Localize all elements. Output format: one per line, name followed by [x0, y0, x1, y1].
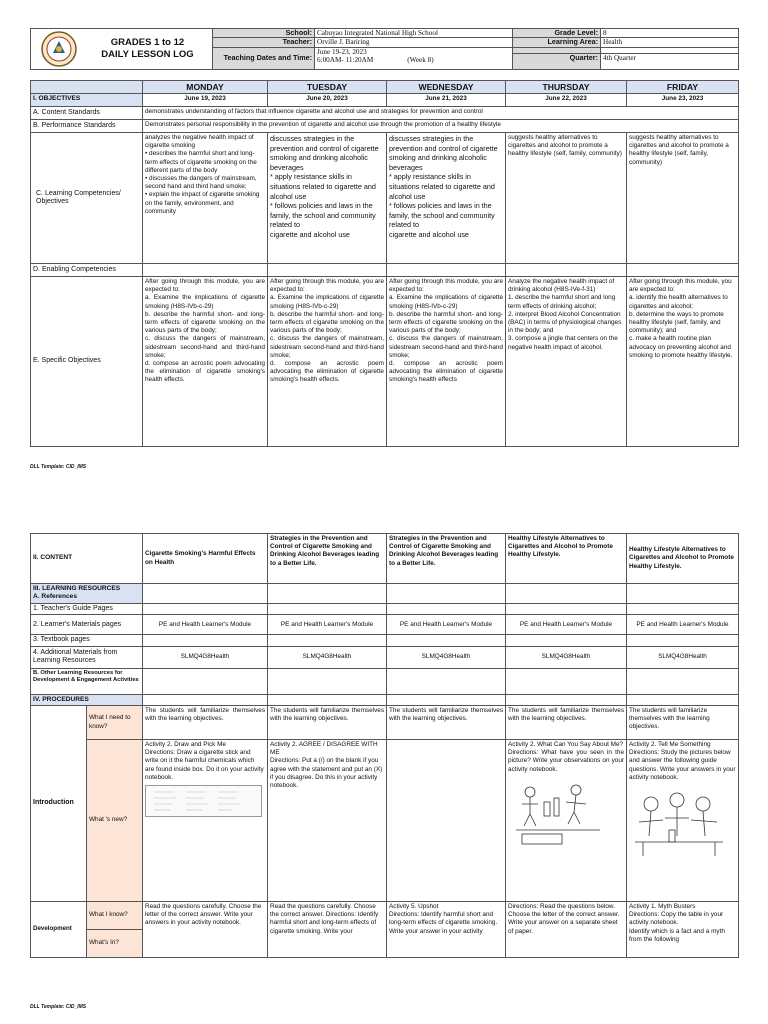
- additional-monday: SLMQ4G8Health: [143, 646, 268, 668]
- time-value: 6:00AM- 11:20AM: [317, 56, 374, 65]
- content-friday: Healthy Lifestyle Alternatives to Cigarettes and Alcohol to Promote Healthy Lifestyle.: [627, 534, 739, 584]
- need-tuesday: The students will familiarize themselves with the learning objectives.: [268, 706, 387, 740]
- lm-wednesday: PE and Health Learner's Module: [387, 615, 506, 635]
- quarter-label: Quarter:: [513, 53, 601, 69]
- competencies-tuesday: discusses strategies in the prevention and control of cigarette smoking and drinking alcoholic beverages * apply resistance skills in situations related to cigarette and alcohol use * follows policies and laws in the family, the school and community related to cigarette and alcohol use: [268, 133, 387, 264]
- need-monday: The students will familiarize themselves with the learning objectives.: [143, 706, 268, 740]
- additional-friday: SLMQ4G8Health: [627, 646, 739, 668]
- grade-label: Grade Level:: [513, 29, 601, 38]
- header-table: [30, 28, 739, 70]
- content-tuesday: Strategies in the Prevention and Control of Cigarette Smoking and Drinking Alcohol Beverages leading to a Better Life.: [268, 534, 387, 584]
- new-thursday-cell: [506, 740, 627, 902]
- additional-label: 4. Additional Materials from Learning Resources: [31, 646, 143, 668]
- additional-tuesday: SLMQ4G8Health: [268, 646, 387, 668]
- dates-cell: [315, 47, 513, 69]
- specific-label: E. Specific Objectives: [31, 277, 143, 447]
- footer-template-1: DLL Template: CID_IMS: [30, 464, 87, 470]
- teacher-value: Orville J. Bariring: [315, 38, 513, 47]
- date-tuesday: June 20, 2023: [268, 94, 387, 107]
- whats-new-label: What 's new?: [87, 740, 143, 902]
- resources-label: III. LEARNING RESOURCES A. References: [31, 584, 143, 604]
- title-line-2: DAILY LESSON LOG: [101, 49, 194, 60]
- date-wednesday: June 21, 2023: [387, 94, 506, 107]
- objectives-table: [30, 80, 739, 447]
- specific-thursday: Analyze the negative health impact of drinking alcohol (H8S-IVe-f-31) 1. describe the harmful short and long term effects of drinking alcohol; 2. interpret Blood Alcohol Concentration (BAC) in terms of physiological changes in the body; and 3. compose a jingle that centers on the negative health impact of alcohol.: [506, 277, 627, 447]
- know-wednesday: Activity 5. Upshot Directions: Identify harmful short and long-term effects of cigarette smoking. Write your answer in your activity: [387, 902, 506, 958]
- new-monday: Activity 2. Draw and Pick Me Directions: Draw a cigarette stick and write on it the harmful chemicals which are found inside box. Do it on your activity notebook.: [145, 741, 264, 781]
- drinking-sketch-image: [508, 778, 608, 848]
- other-resources-label: B. Other Learning Resources for Development & Engagement Activities: [31, 668, 143, 694]
- competencies-thursday: suggests healthy alternatives to cigarettes and alcohol to promote a healthy lifestyle (self, family, community): [506, 133, 627, 264]
- lm-tuesday: PE and Health Learner's Module: [268, 615, 387, 635]
- additional-thursday: SLMQ4G8Health: [506, 646, 627, 668]
- header-title-cell: [31, 29, 213, 70]
- footer-template-2: DLL Template: CID_IMS: [30, 1004, 87, 1010]
- area-label: Learning Area:: [513, 38, 601, 47]
- competencies-friday: suggests healthy alternatives to cigarettes and alcohol to promote a healthy lifestyle (self, family, community): [627, 133, 739, 264]
- content-thursday: Healthy Lifestyle Alternatives to Cigarettes and Alcohol to Promote Healthy Lifestyle.: [506, 534, 627, 584]
- know-tuesday: Read the questions carefully. Choose the correct answer. Directions: Identify harmful short and long-term effects of cigarette smoking. Write your: [268, 902, 387, 958]
- competencies-monday: analyzes the negative health impact of cigarette smoking • describes the harmful short and long-term effects of cigarette smoking on the different parts of the body • discusses the dangers of mainstream, second hand and third hand smoke; • explain the impact of cigarette smoking on the family, environment, and community: [143, 133, 268, 264]
- title-line-1: GRADES 1 to 12: [110, 37, 185, 48]
- lm-monday: PE and Health Learner's Module: [143, 615, 268, 635]
- school-value: Cabuyao Integrated National High School: [315, 29, 513, 38]
- content-standards-label: A. Content Standards: [31, 107, 143, 120]
- lm-thursday: PE and Health Learner's Module: [506, 615, 627, 635]
- specific-friday: After going through this module, you are expected to: a. identify the health alternatives to cigarettes and alcohol; b. determine the ways to promote healthy lifestyle (self, family, and community); and c. make a health routine plan advocacy on preventing alcohol and smoking to promote healthy lifestyle.: [627, 277, 739, 447]
- content-monday: Cigarette Smoking's Harmful Effects on Health: [143, 534, 268, 584]
- day-header-tuesday: TUESDAY: [268, 81, 387, 94]
- new-monday-cell: [143, 740, 268, 902]
- need-wednesday: The students will familiarize themselves with the learning objectives.: [387, 706, 506, 740]
- specific-wednesday: After going through this module, you are expected to: a. Examine the implications of cigarette smoking (H8S-IVb-c-29) b. describe the harmful short- and long-term effects of cigarette smoking on the various parts of the body; c. discuss the dangers of mainstream, sidestream second-hand and third-hand smoke; d. compose an acrostic poem advocating the elimination of cigarette smoking's health effects: [387, 277, 506, 447]
- need-thursday: The students will familiarize themselves with the learning objectives.: [506, 706, 627, 740]
- development-label: Development: [31, 902, 87, 958]
- week-value: (Week 8): [407, 56, 434, 65]
- date-monday: June 19, 2023: [143, 94, 268, 107]
- performance-standards-label: B. Performance Standards: [31, 120, 143, 133]
- area-value: Health: [601, 38, 739, 47]
- day-header-wednesday: WEDNESDAY: [387, 81, 506, 94]
- new-wednesday: [387, 740, 506, 902]
- day-header-friday: FRIDAY: [627, 81, 739, 94]
- whats-in-label: What's In?: [87, 930, 143, 958]
- quarter-value: 4th Quarter: [601, 53, 739, 69]
- know-thursday: Directions: Read the questions below. Choose the letter of the correct answer. Write your answer on a separate sheet of paper.: [506, 902, 627, 958]
- date-friday: June 23, 2023: [627, 94, 739, 107]
- dates-value: June 19-23, 2023: [317, 47, 367, 56]
- lm-label: 2. Learner's Materials pages: [31, 615, 143, 635]
- enabling-label: D. Enabling Competencies: [31, 264, 143, 277]
- grade-value: 8: [601, 29, 739, 38]
- new-friday: Activity 2. Tell Me Something Directions: Study the pictures below and answer the following guide questions. Write your answers in your activity notebook.: [629, 741, 736, 781]
- content-label: II. CONTENT: [31, 534, 143, 584]
- competencies-wednesday: discusses strategies in the prevention and control of cigarette smoking and drinking alcoholic beverages * apply resistance skills in situations related to cigarette and alcohol use * follows policies and laws in the family, the school and community related to cigarette and alcohol use: [387, 133, 506, 264]
- content-standards-value: demonstrates understanding of factors that influence cigarette and alcohol use and strategies for prevention and control: [143, 107, 739, 120]
- deped-seal-icon: [41, 31, 77, 67]
- new-friday-cell: [627, 740, 739, 902]
- objectives-label: I. OBJECTIVES: [31, 94, 143, 107]
- competencies-label: C. Learning Competencies/ Objectives: [31, 133, 143, 264]
- new-tuesday: Activity 2. AGREE / DISAGREE WITH ME Directions: Put a (/) on the blank if you agree with the statement and put an (X) if you disagree. Do this in your activity notebook.: [268, 740, 387, 902]
- tg-label: 1. Teacher's Guide Pages: [31, 604, 143, 615]
- lm-friday: PE and Health Learner's Module: [627, 615, 739, 635]
- content-wednesday: Strategies in the Prevention and Control of Cigarette Smoking and Drinking Alcohol Beverages leading to a Better Life.: [387, 534, 506, 584]
- know-friday: Activity 1. Myth Busters Directions: Copy the table in your activity notebook. Identify which is a fact and a myth from the following: [627, 902, 739, 958]
- day-header-monday: MONDAY: [143, 81, 268, 94]
- day-header-thursday: THURSDAY: [506, 81, 627, 94]
- tb-label: 3. Textbook pages: [31, 635, 143, 646]
- date-thursday: June 22, 2023: [506, 94, 627, 107]
- procedures-label: IV. PROCEDURES: [31, 694, 143, 705]
- teacher-label: Teacher:: [213, 38, 315, 47]
- school-label: School:: [213, 29, 315, 38]
- performance-standards-value: Demonstrates personal responsibility in the prevention of cigarette and alcohol use through the promotion of a healthy lifestyle: [143, 120, 739, 133]
- dates-label: Teaching Dates and Time:: [213, 47, 315, 69]
- specific-monday: After going through this module, you are expected to: a. Examine the implications of cigarette smoking (H8S-IVb-c-29) b. describe the harmful short- and long-term effects of cigarette smoking on the various parts of the body; c. discuss the dangers of mainstream, sidestream second-hand and third-hand smoke; d. compose an acrostic poem advocating the elimination of cigarette smoking's health effects.: [143, 277, 268, 447]
- content-table: [30, 533, 739, 958]
- know-monday: Read the questions carefully. Choose the letter of the correct answer. Write your answers in your activity notebook.: [143, 902, 268, 958]
- friends-sketch-image: [629, 786, 729, 861]
- specific-tuesday: After going through this module, you are expected to: a. Examine the implications of cigarette smoking (H8S-IVb-c-29) b. describe the harmful short- and long-term effects of cigarette smoking on the various parts of the body; c. discuss the dangers of mainstream, sidestream second-hand and third-hand smoke; d. compose an acrostic poem advocating the elimination of cigarette smoking's health effects.: [268, 277, 387, 447]
- new-thursday: Activity 2. What Can You Say About Me? Directions: What have you seen in the picture? Write your observations on your activity notebook.: [508, 741, 625, 773]
- chemicals-table-image: [145, 785, 262, 817]
- introduction-label: Introduction: [31, 706, 87, 902]
- need-to-know-label: What I need to know?: [87, 706, 143, 740]
- need-friday: The students will familiarize themselves with the learning objectives.: [627, 706, 739, 740]
- what-i-know-label: What I know?: [87, 902, 143, 930]
- additional-wednesday: SLMQ4G8Health: [387, 646, 506, 668]
